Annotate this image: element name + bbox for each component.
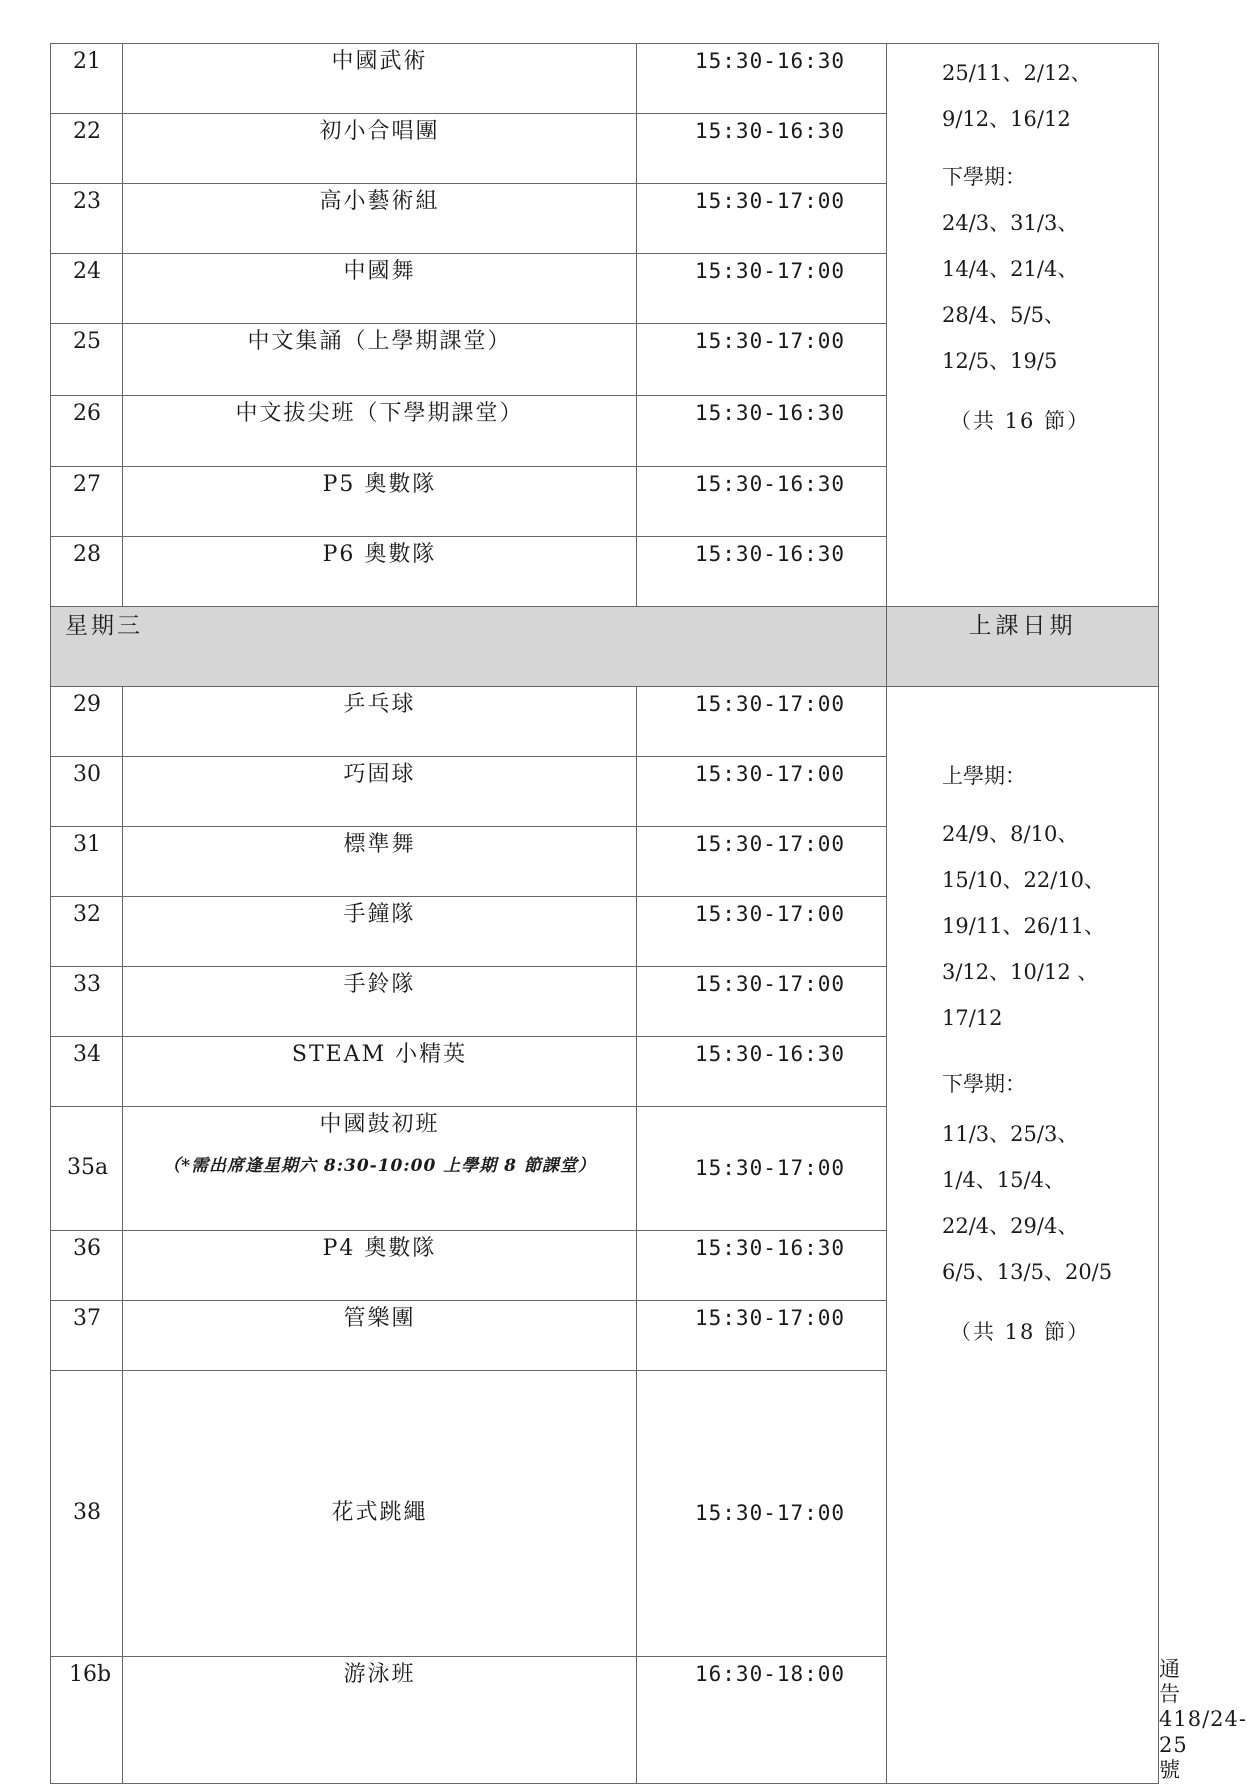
activity-time: 15:30-16:30 bbox=[637, 537, 887, 607]
date-line: 24/3、31/3、 bbox=[942, 211, 1079, 235]
activity-name: 手鐘隊 bbox=[123, 897, 637, 967]
date-line: 17/12 bbox=[942, 1006, 1003, 1030]
activity-name: 巧固球 bbox=[123, 757, 637, 827]
session-total: （共 18 節） bbox=[950, 1320, 1091, 1344]
row-number: 28 bbox=[51, 537, 123, 607]
activity-time: 15:30-17:00 bbox=[637, 967, 887, 1037]
row-number: 34 bbox=[51, 1037, 123, 1107]
table-row bbox=[51, 44, 1159, 114]
activity-time: 15:30-17:00 bbox=[637, 324, 887, 396]
date-line: 19/11、26/11、 bbox=[942, 914, 1106, 938]
activity-name: P5 奧數隊 bbox=[123, 467, 637, 537]
activity-name: 中文集誦（上學期課堂） bbox=[123, 324, 637, 396]
activity-name: 管樂團 bbox=[123, 1301, 637, 1371]
activity-time: 16:30-18:00 bbox=[637, 1657, 887, 1784]
second-term-label: 下學期： bbox=[942, 1072, 1026, 1096]
row-number: 27 bbox=[51, 467, 123, 537]
dates-column-heading: 上課日期 bbox=[887, 607, 1159, 687]
activity-name: 游泳班 bbox=[123, 1657, 637, 1784]
activity-time: 15:30-17:00 bbox=[637, 687, 887, 757]
second-term-label: 下學期： bbox=[942, 165, 1026, 189]
row-number: 33 bbox=[51, 967, 123, 1037]
activity-time: 15:30-16:30 bbox=[637, 114, 887, 184]
first-term-label: 上學期： bbox=[942, 764, 1026, 788]
row-number: 32 bbox=[51, 897, 123, 967]
row-number: 37 bbox=[51, 1301, 123, 1371]
section-header-row bbox=[51, 607, 1159, 687]
row-number: 25 bbox=[51, 324, 123, 396]
row-number: 24 bbox=[51, 254, 123, 324]
activity-time: 15:30-16:30 bbox=[637, 44, 887, 114]
activity-time: 15:30-17:00 bbox=[637, 1371, 887, 1657]
date-line: 15/10、22/10、 bbox=[942, 868, 1106, 892]
row-number: 36 bbox=[51, 1231, 123, 1301]
day-heading: 星期三 bbox=[51, 607, 887, 687]
activity-time: 15:30-17:00 bbox=[637, 827, 887, 897]
activity-name: STEAM 小精英 bbox=[123, 1037, 637, 1107]
row-number: 35a bbox=[51, 1107, 123, 1231]
row-number: 31 bbox=[51, 827, 123, 897]
activity-name-cell bbox=[123, 1107, 637, 1231]
date-line: 28/4、5/5、 bbox=[942, 303, 1065, 327]
activity-time: 15:30-16:30 bbox=[637, 1231, 887, 1301]
date-line: 22/4、29/4、 bbox=[942, 1214, 1079, 1238]
activity-time: 15:30-17:00 bbox=[637, 897, 887, 967]
row-number: 22 bbox=[51, 114, 123, 184]
date-line: 9/12、16/12 bbox=[942, 107, 1071, 131]
row-number: 29 bbox=[51, 687, 123, 757]
activity-time: 15:30-16:30 bbox=[637, 467, 887, 537]
row-number: 16b bbox=[51, 1657, 123, 1784]
activity-time: 15:30-16:30 bbox=[637, 396, 887, 467]
session-total: （共 16 節） bbox=[950, 409, 1091, 433]
activity-time: 15:30-17:00 bbox=[637, 1301, 887, 1371]
date-line: 24/9、8/10、 bbox=[942, 822, 1079, 846]
activity-name: 中國鼓初班 bbox=[319, 1112, 440, 1137]
activity-name: 乒乓球 bbox=[123, 687, 637, 757]
date-line: 6/5、13/5、20/5 bbox=[942, 1260, 1113, 1284]
row-number: 21 bbox=[51, 44, 123, 114]
activity-name: 高小藝術組 bbox=[123, 184, 637, 254]
activity-name: P6 奧數隊 bbox=[123, 537, 637, 607]
activity-name: P4 奧數隊 bbox=[123, 1231, 637, 1301]
activity-name: 中國舞 bbox=[123, 254, 637, 324]
activity-time: 15:30-16:30 bbox=[637, 1037, 887, 1107]
tuesday-dates-cell bbox=[887, 44, 1159, 607]
wednesday-dates-cell bbox=[887, 687, 1159, 1784]
activity-name: 花式跳繩 bbox=[123, 1371, 637, 1657]
row-number: 26 bbox=[51, 396, 123, 467]
activity-time: 15:30-17:00 bbox=[637, 184, 887, 254]
activity-name: 中國武術 bbox=[123, 44, 637, 114]
row-number: 30 bbox=[51, 757, 123, 827]
activity-time: 15:30-17:00 bbox=[637, 757, 887, 827]
date-line: 12/5、19/5 bbox=[942, 349, 1058, 373]
row-number: 23 bbox=[51, 184, 123, 254]
date-line: 25/11、2/12、 bbox=[942, 61, 1092, 85]
attendance-note: （*需出席逢星期六 8:30-10:00 上學期 8 節課堂） bbox=[163, 1156, 596, 1177]
activity-name: 手鈴隊 bbox=[123, 967, 637, 1037]
activity-time: 15:30-17:00 bbox=[637, 1107, 887, 1231]
activity-name: 初小合唱團 bbox=[123, 114, 637, 184]
activity-time: 15:30-17:00 bbox=[637, 254, 887, 324]
activity-name: 標準舞 bbox=[123, 827, 637, 897]
date-line: 11/3、25/3、 bbox=[942, 1122, 1079, 1146]
date-line: 1/4、15/4、 bbox=[942, 1168, 1065, 1192]
activity-schedule-table bbox=[50, 43, 1247, 1784]
row-number: 38 bbox=[51, 1371, 123, 1657]
date-line: 14/4、21/4、 bbox=[942, 257, 1079, 281]
date-line: 3/12、10/12 、 bbox=[942, 960, 1099, 984]
table-row bbox=[51, 687, 1159, 757]
table-row: 16b 游泳班 16:30-18:00 通告 418/24-25 號 bbox=[51, 1657, 1159, 1784]
activity-name: 中文拔尖班（下學期課堂） bbox=[123, 396, 637, 467]
